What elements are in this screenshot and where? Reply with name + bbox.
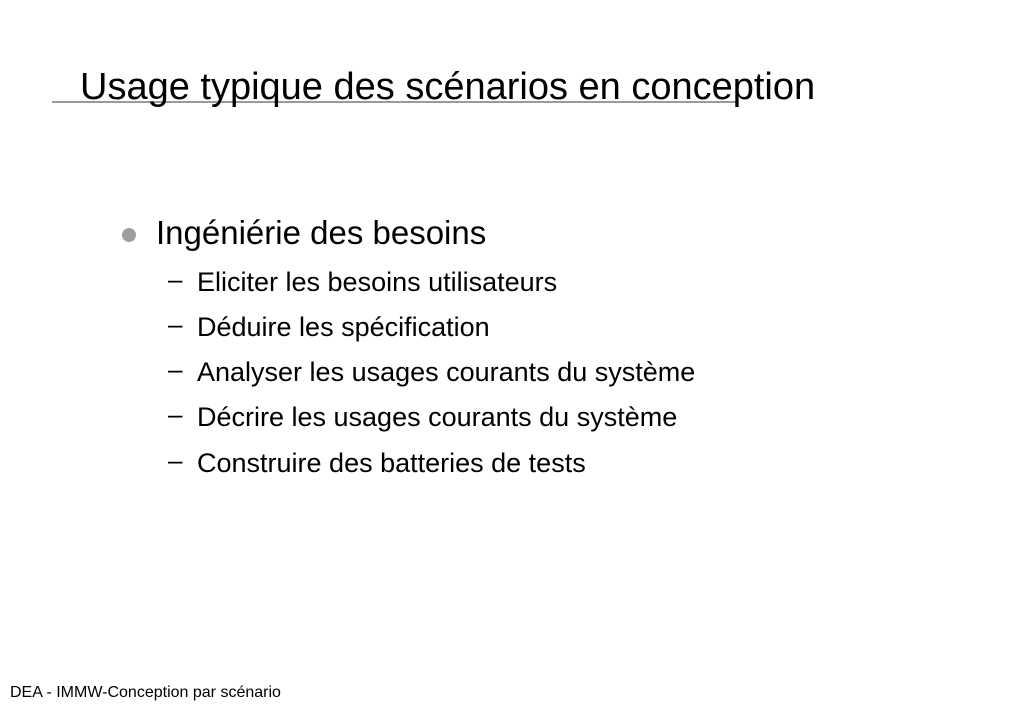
dash-icon: –: [168, 445, 183, 475]
dash-icon: –: [168, 309, 183, 339]
sub-bullet-text: Décrire les usages courants du système: [197, 402, 678, 432]
dash-icon: –: [168, 399, 183, 429]
sub-bullet-text: Analyser les usages courants du système: [197, 357, 696, 387]
sub-bullet-text: Déduire les spécification: [197, 312, 490, 342]
slide-title: Usage typique des scénarios en conception: [80, 66, 816, 108]
slide-footer: DEA - IMMW-Conception par scénario: [10, 684, 281, 701]
bullet-text: Ingéniérie des besoins: [156, 214, 487, 251]
bullet-dot-icon: [122, 228, 136, 242]
dash-icon: –: [168, 354, 183, 384]
sub-bullet-text: Construire des batteries de tests: [197, 448, 586, 478]
dash-icon: –: [168, 264, 183, 294]
sub-bullet-text: Eliciter les besoins utilisateurs: [197, 267, 558, 297]
